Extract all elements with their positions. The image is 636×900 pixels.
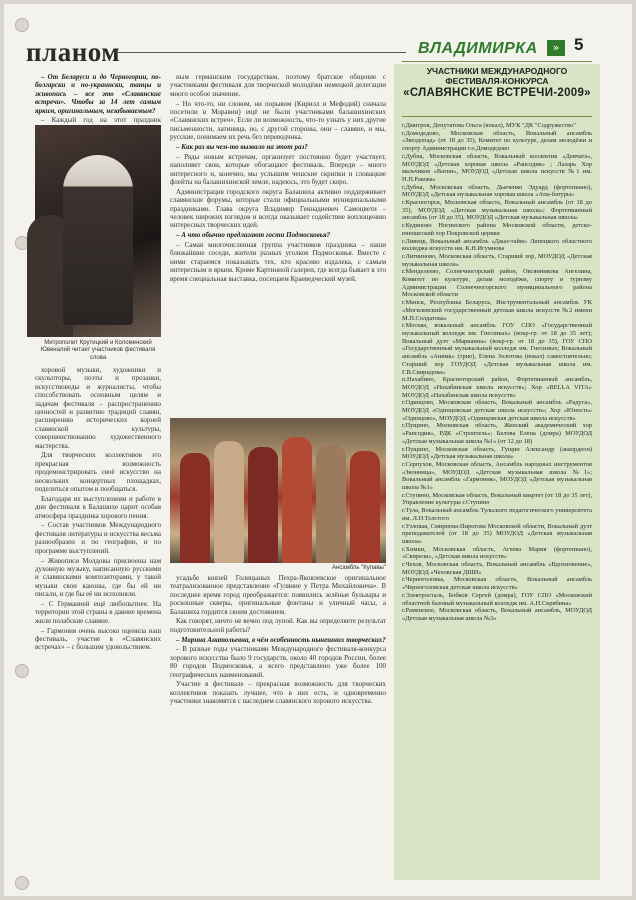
participant-entry: г.Чехов, Московская область, Вокальный ансамбль «Вдохновение», МОУДОД «Чеховская ДШИ» xyxy=(402,561,592,576)
article-paragraph: – В разные годы участниками Международного фестиваля-конкурса хорового искусства было 9 государств, около 40 городов России, более 80 городов Подмосковья, а всего представлено уже более 100 географических наименований. xyxy=(170,645,386,679)
article-paragraph: – А что обычно предлагают гости Подмосковья? xyxy=(176,231,331,240)
participant-entry: г.Электросталь, Бобков Сергей (домра), ГОУ СПО «Московский областной базовый музыкальный колледж им. А.Н.Скрябина» xyxy=(402,591,592,607)
participant-entry: п.Нахабино, Красногорский район, Фортепианный ансамбль, МОУДОД «Нахабинская школа искусств»; Хор «BELLA VITA» МОУДОД «Нахабинская школа искусств» xyxy=(402,376,592,399)
sidebar-rule xyxy=(402,116,592,117)
section-title: ВЛАДИМИРКА xyxy=(418,40,538,57)
article-paragraph: ным германским государствам, поэтому братское общение с участниками фестиваля для творческой молодёжи немецкой делегации много особое значение. xyxy=(170,73,386,98)
participant-entry: г.Красногорск, Московская область, Вокальный ансамбль (от 18 до 35), МОУДОД «Детская музыкальная школа»; Фортепианный ансамбль (от 18 до 35), МОУДОД «Детская музыкальная школа» xyxy=(402,199,592,222)
participant-entry: г.Минск, Республика Беларусь, Инструментальный ансамбль УК «Могилевский государственный детская школа искусств №2 имени М.П.Солдатова» xyxy=(402,299,592,322)
article-paragraph: хоровой музыки, художники и скульпторы, поэты и прозаики, искусствоведы и журналисты, чтобы способствовать основным целям и задачам фестиваля – распространению ценностей и развитию традиций славян, расширению исторических корней славянской культуры, совершенствованию художественного мастерства. xyxy=(35,366,161,450)
participant-entry: г.Ливецк, Вокальный ансамбль «Джаз-тайм» Липецкого областного колледжа искусств им. К.Н.Игумнова xyxy=(402,237,592,253)
photo-metropolitan xyxy=(35,125,161,337)
participant-entry: г.Пущино, Московская область, Гущин Александр (аккордеон) МОУДОД «Детская музыкальная школа» xyxy=(402,445,592,461)
participant-entry: г.Домодедово, Московская область, Вокальный ансамбль «Звездопад» (от 18 до 35), Комитет по культуре, делам молодёжи и спорту Администрации г.о.Домодедово xyxy=(402,129,592,153)
article-question: – От Беларуси и до Черногории, по-болгарски и по-украински, танцы и живопись – все это «Славянские встречи». Чтобы за 14 лет самым ярким, оригинальным, незабываемым? xyxy=(35,73,161,115)
participant-entry: г.Дубна, Московская область, Вокальный коллектив «Девчата», МОУДОД «Детская хоровая школа «Рапсодия» ; Лазарь Хор мальчиков «Ватни», МОУДОД «Детская школа искусств №1 им. Н.П.Ракова» xyxy=(402,152,592,183)
article-paragraph: – С Германией ещё любопытнее. На территории этой страны в давние времена жили полабские славяне. xyxy=(35,599,161,625)
article-paragraph: – Как раз вы чем-то вызвало на этот раз? xyxy=(176,143,308,152)
participants-list xyxy=(402,122,592,878)
participant-entry: г.Ступино, Московская область, Вокальный квартет (от 18 до 35 лет), Управление культуры г.Ступино xyxy=(402,491,592,507)
article-paragraph: Благодаря их выступлениям и работе в дни фестиваля в Балашихе царит особая атмосфера праздника хорового пения. xyxy=(35,494,161,520)
article-paragraph: – Ряды новым встречам, организует постоянно будет участвует, наполняет свои, которые обогащают фестиваль. Впереди – много интересного и, конечно, мы услышим чешские скрипки и словацкие флейты на балашихинской земле, надеюсь, это будет скоро. xyxy=(170,152,386,187)
sidebar-kicker: УЧАСТНИКИ МЕЖДУНАРОДНОГО ФЕСТИВАЛЯ-КОНКУРСА xyxy=(426,66,568,86)
participant-entry: г.Тула, Вокальный ансамбль Тульского педагогического университета им. Л.Н.Толстого xyxy=(402,507,592,522)
article-paragraph: – Самая многочисленная группа участников праздника – наши ближайшие соседи, жители разных уголков Подмосковья. Вместе с ними стараемся показывать тех, кто красиво издалека, с самым интересным и ярким. Кроме Картинной галереи, где всегда бывает в это время специальная выставка, посещаем Краеведческий музей. xyxy=(170,241,386,283)
article-column-2-continued xyxy=(170,574,386,878)
participant-entry: г.Литвиново, Московская область, Старший хор, МОУДОД «Детская музыкальная школа» xyxy=(402,252,592,268)
newspaper-page xyxy=(4,4,632,896)
photo-caption: Ансамбль "Купавы" xyxy=(331,565,386,571)
participant-entry: г.Дубна, Московская область, Дьяченко Эдуард (фортепиано), МОУДОД «Детская музыкальная хоровая школа «Аты-батуры» xyxy=(402,183,592,199)
participant-entry: г.Пущино, Московская область, Женский академический хор «Рапсодия», РДК «Строитель»; Белова Елена (домра) МОУДОД «Детская музыкальная школа №1» (от 12 до 18) xyxy=(402,422,592,445)
article-paragraph: Администрация городского округа Балашиха активно поддерживает славянские форумы, которые стали официальными муниципальными праздниками. Глава округа Владимир Геннадиевич Самоцвети – человек широких взглядов и всегда оказывает содействие воплощению интересных творческих идей. xyxy=(170,187,386,230)
article-paragraph: усадьбе князей Голицыных Пехра-Яковлевское оригинальное театрализованное представление «Гуляние у Петра Михайловича». В последнее время город преображается: появились зелёные бульвары и роскошные скверы, оригинальные фонтаны и уличный часы, а Балашиха гордится своим достоянием. xyxy=(170,574,386,616)
page-number: 5 xyxy=(574,35,584,54)
article-paragraph: Как говорят, ничто не вечно под луной. Как вы определяете результат подготовительной работы? xyxy=(170,617,386,634)
article-paragraph: Участие в фестивале – прекрасная возможность для творческих коллективов показать лучшее, что в них есть, и одновременно участники знакомятся с наследием славянского хорового искусства. xyxy=(170,680,386,706)
punch-hole xyxy=(15,18,29,32)
participant-entry: г.Черноголовка, Московская область, Вокальный ансамбль «Черноголовская детская школа искусств» xyxy=(402,576,592,592)
participant-entry: г.Одинцово, Московская область, Вокальный ансамбль «Радуга», МОУДОД «Одинцовская детская школа искусств»; Хор «Юность» «Одинцово», МОУДОД «Одинцовская детская школа искусств» xyxy=(402,399,592,422)
article-header-word: планом xyxy=(26,37,121,67)
participant-entry: г.Москва, вокальный ансамбль ГОУ СПО «Государственный музыкальный колледж им. Гнесиных» (вокр-гр. от 18 до 35 лет); Вокальный дуэт «Марианна» (вокр-гр. от 18 до 35), ГОУ СПО «Государственный музыкальный колледж им. Гнесиных; Вокальный ансамбль «Анима» (трио), Елена Золотова (вокал) самостоятельно; Старший хор ГОУДОД «Детская музыкальная школа им. Г.В.Свиридова» xyxy=(402,322,592,376)
article-paragraph: – Марина Анатольевна, в чём особенность нынешних творческих? xyxy=(176,635,386,644)
article-paragraph: – Состав участников Международного фестиваля литературы и искусства весьма разнообразен и по географии, и по программе выступлений. xyxy=(35,521,161,555)
participant-entry: г.Серпухов, Московская область, Ансамбль народных инструментов «Звонница», МОУДОД «Детская музыкальная школа №1»; Вокальный ансамбль «Гармония», МОУДОД «Детская музыкальная школа №1» xyxy=(402,460,592,492)
sidebar-rule xyxy=(402,61,592,62)
article-column-1 xyxy=(35,366,161,878)
article-paragraph: – Гармония очень высоко оценила наш фестиваль, участие в «Славянских встречах» – с большим удовольствием. xyxy=(35,626,161,652)
participant-entry: г.Узловая, Смирнова-Пирогова Московской области, Вокальный дуэт преподавателей (от 18 до 35) МОУДОД «Детская музыкальная школа» xyxy=(402,522,592,545)
participant-entry: г.Раменское, Московская область, Вокальный ансамбль, МОУДОД «Детская музыкальная школа №3» xyxy=(402,607,592,622)
photo-ensemble xyxy=(170,418,386,563)
article-intro xyxy=(35,73,161,123)
punch-hole xyxy=(15,876,29,890)
article-paragraph: Для творческих коллективов это прекрасная возможность продемонстрировать своё искусство на нескольких концертных площадках, поделиться опытом и пообщаться. xyxy=(35,451,161,494)
participant-entry: г.Химки, Московская область, Агеева Мария (фортепиано), «Свирели», «Детская школа искусств» xyxy=(402,545,592,561)
participant-entry: г.Дмитров, Депутатова Ольга (вокал), МУК "ДК "Содружество" xyxy=(402,122,576,129)
participant-entry: г.Менделеево, Солнечногорский район, Овсянникова Ангелина, Комитет по культуре, делам молодёжи, спорту и туризму Администрации Солнечногорского муниципального района Московской области xyxy=(402,268,592,299)
punch-hole xyxy=(15,664,29,678)
photo-caption: Митрополит Крутицкий и Коломенский Ювеналий читает участников фестиваля слова xyxy=(40,340,156,361)
article-column-2 xyxy=(170,73,386,417)
article-paragraph: – Живописи Молдовы присвоены нам духовную музыку, написанную русскими и славянскими композиторами, у такой музыки свои каноны, где бы ей ни писали, и где бы её ни исполняли. xyxy=(35,556,161,599)
article-paragraph: – Каждый год на этот праздник xyxy=(41,116,161,125)
sidebar-title: «СЛАВЯНСКИЕ ВСТРЕЧИ-2009» xyxy=(403,87,591,99)
header-rule xyxy=(116,52,406,53)
section-arrows-icon: » xyxy=(547,40,565,56)
article-paragraph: – Но что-то, ни словом, ни порывом (Кирилл и Мефодий) сначала посетили в Моравии) ещё не были участниками балашихинских «Славянских встреч». Если ли возможность, что-то узнать у них другие письменности, латиница, но, с другой стороны, они – славяне, и мы, русские, понимаем их речь без переводчика. xyxy=(170,99,386,142)
participant-entry: г.Кудиново Ногинского района Московской области, детско-юношеский хор Покровской церкви xyxy=(402,222,592,237)
